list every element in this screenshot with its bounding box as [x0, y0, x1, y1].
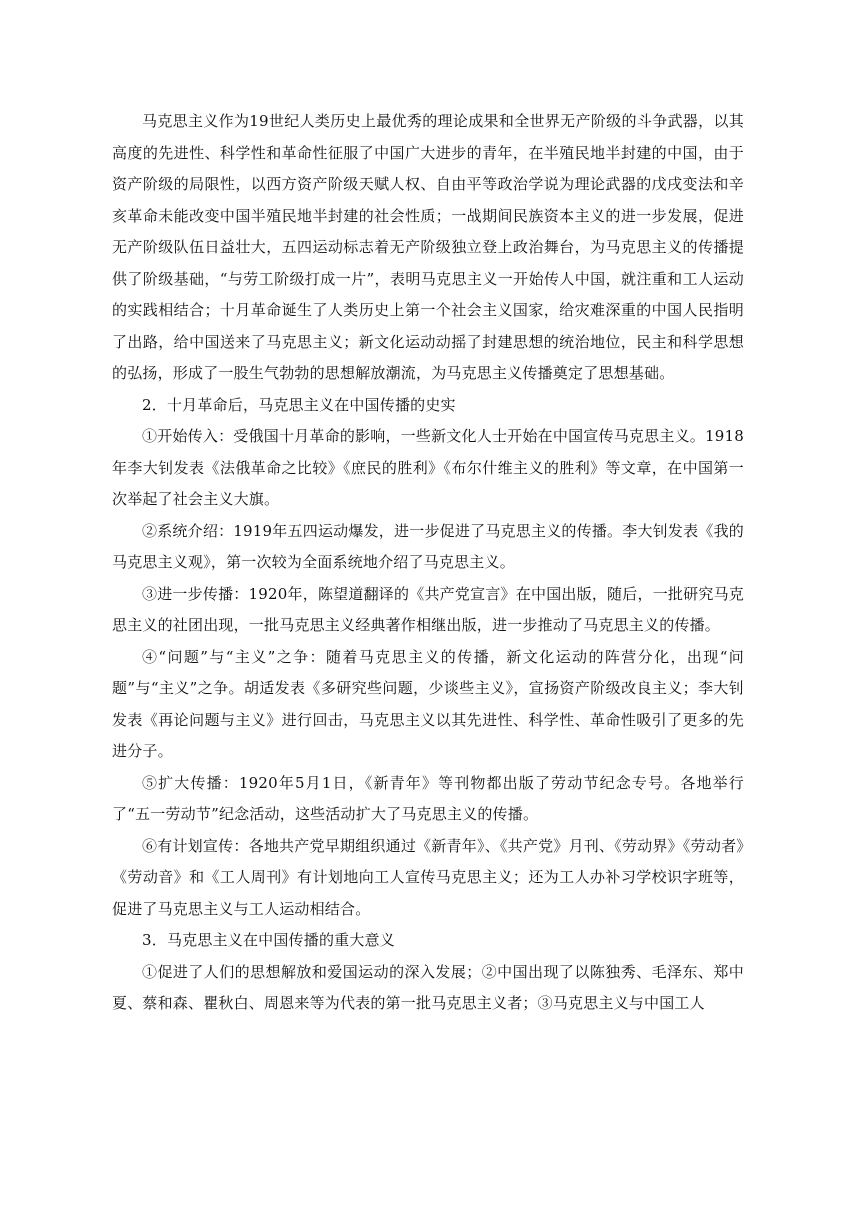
paragraph-item-4: ④“问题”与“主义”之争：随着马克思主义的传播，新文化运动的阵营分化，出现“问题”与“主义”之争。胡适发表《多研究些问题，少谈些主义》，宣扬资产阶级改良主义；李大钊发表《再论问题与主义》进行回击，马克思主义以其先进性、科学性、革命性吸引了更多的先进分子。: [112, 647, 744, 760]
paragraph-item-3: ③进一步传播：1920年，陈望道翻译的《共产党宣言》在中国出版，随后，一批研究马克思主义的社团出现，一批马克思主义经典著作相继出版，进一步推动了马克思主义的传播。: [112, 584, 744, 634]
document-page: [112, 106, 744, 1020]
paragraph-significance: ①促进了人们的思想解放和爱国运动的深入发展；②中国出现了以陈独秀、毛泽东、郑中夏、蔡和森、瞿秋白、周恩来等为代表的第一批马克思主义者；③马克思主义与中国工人: [112, 962, 744, 1012]
section-heading-3: 3．马克思主义在中国传播的重大意义: [142, 931, 395, 949]
section-heading-2: 2．十月革命后，马克思主义在中国传播的史实: [142, 395, 456, 414]
paragraph-item-6: ⑥有计划宣传：各地共产党早期组织通过《新青年》、《共产党》月刊、《劳动界》《劳动者》《劳动音》和《工人周刊》有计划地向工人宣传马克思主义；还为工人办补习学校识字班等，促进了马克思主义与工人运动相结合。: [112, 836, 744, 918]
paragraph-item-2: ②系统介绍：1919年五四运动爆发，进一步促进了马克思主义的传播。李大钊发表《我的马克思主义观》，第一次较为全面系统地介绍了马克思主义。: [112, 521, 744, 571]
paragraph-intro: 马克思主义作为19世纪人类历史上最优秀的理论成果和全世界无产阶级的斗争武器，以其高度的先进性、科学性和革命性征服了中国广大进步的青年，在半殖民地半封建的中国，由于资产阶级的局限性，以西方资产阶级天赋人权、自由平等政治学说为理论武器的戊戌变法和辛亥革命未能改变中国半殖民地半封建的社会性质；一战期间民族资本主义的进一步发展，促进无产阶级队伍日益壮大，五四运动标志着无产阶级独立登上政治舞台，为马克思主义的传播提供了阶级基础，“与劳工阶级打成一片”，表明马克思主义一开始传人中国，就注重和工人运动的实践相结合；十月革命诞生了人类历史上第一个社会主义国家，给灾难深重的中国人民指明了出路，给中国送来了马克思主义；新文化运动动摇了封建思想的统治地位，民主和科学思想的弘扬，形成了一股生气勃勃的思想解放潮流，为马克思主义传播奠定了思想基础。: [112, 112, 744, 382]
paragraph-item-5: ⑤扩大传播：1920年5月1日，《新青年》等刊物都出版了劳动节纪念专号。各地举行了“五一劳动节”纪念活动，这些活动扩大了马克思主义的传播。: [112, 773, 744, 823]
paragraph-item-1: ①开始传入：受俄国十月革命的影响，一些新文化人士开始在中国宣传马克思主义。1918年李大钊发表《法俄革命之比较》《庶民的胜利》《布尔什维主义的胜利》等文章，在中国第一次举起了社会主义大旗。: [112, 427, 744, 508]
